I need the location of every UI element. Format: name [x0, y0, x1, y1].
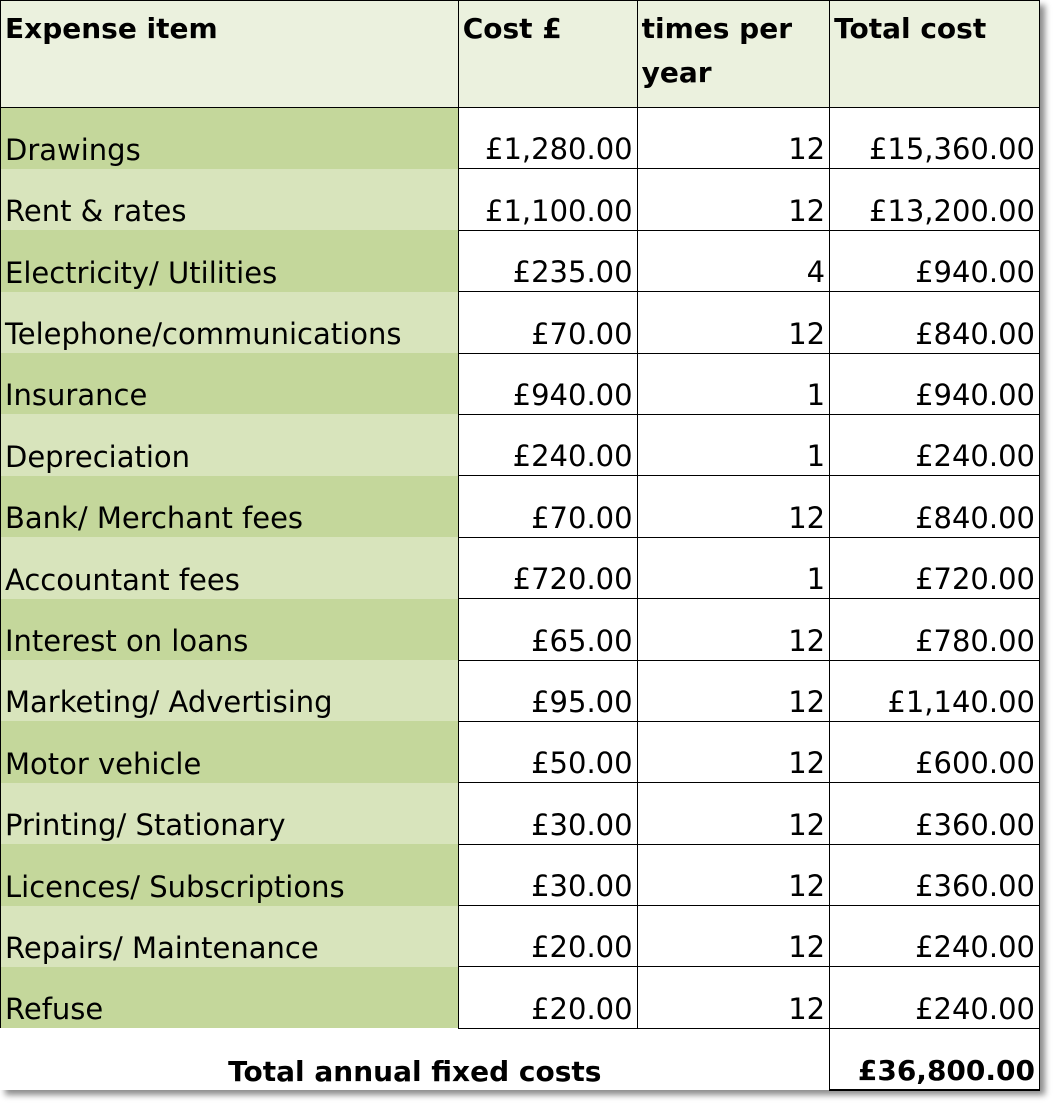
header-row: [1, 1, 1040, 108]
expense-item-cell: Accountant fees: [1, 537, 459, 598]
total-cost-cell: £1,140.00: [830, 660, 1040, 721]
total-cost-cell: £720.00: [830, 537, 1040, 598]
table-row: [1, 169, 1040, 230]
cost-cell: £235.00: [458, 230, 637, 291]
times-per-year-cell: 12: [637, 844, 830, 905]
total-cost-cell: £13,200.00: [830, 169, 1040, 230]
total-cost-cell: £240.00: [830, 967, 1040, 1028]
times-per-year-cell: 1: [637, 414, 830, 475]
cost-cell: £940.00: [458, 353, 637, 414]
times-per-year-cell: 1: [637, 537, 830, 598]
times-per-year-cell: 4: [637, 230, 830, 291]
times-per-year-cell: 12: [637, 292, 830, 353]
expense-item-cell: Printing/ Stationary: [1, 783, 459, 844]
table-row: [1, 537, 1040, 598]
cost-cell: £20.00: [458, 967, 637, 1028]
expense-rows: [1, 108, 1040, 1029]
table-row: [1, 414, 1040, 475]
total-value: £36,800.00: [830, 1028, 1040, 1090]
table-row: [1, 783, 1040, 844]
cost-cell: £720.00: [458, 537, 637, 598]
expense-item-cell: Telephone/communications: [1, 292, 459, 353]
times-per-year-cell: 12: [637, 599, 830, 660]
times-per-year-cell: 12: [637, 108, 830, 169]
table-row: [1, 230, 1040, 291]
header-times-per-year: times per year: [637, 1, 830, 108]
expense-item-cell: Bank/ Merchant fees: [1, 476, 459, 537]
table-row: [1, 599, 1040, 660]
header-expense-item: Expense item: [1, 1, 459, 108]
header-total-cost: Total cost: [830, 1, 1040, 108]
cost-cell: £1,100.00: [458, 169, 637, 230]
expense-item-cell: Insurance: [1, 353, 459, 414]
cost-cell: £50.00: [458, 721, 637, 782]
table-row: [1, 967, 1040, 1028]
cost-cell: £1,280.00: [458, 108, 637, 169]
table-row: [1, 108, 1040, 169]
total-cost-cell: £940.00: [830, 353, 1040, 414]
total-label: Total annual fixed costs: [1, 1028, 830, 1090]
cost-cell: £30.00: [458, 783, 637, 844]
cost-cell: £20.00: [458, 906, 637, 967]
total-cost-cell: £940.00: [830, 230, 1040, 291]
cost-cell: £70.00: [458, 292, 637, 353]
total-cost-cell: £360.00: [830, 844, 1040, 905]
table-row: [1, 844, 1040, 905]
expense-item-cell: Depreciation: [1, 414, 459, 475]
total-cost-cell: £240.00: [830, 906, 1040, 967]
total-cost-cell: £600.00: [830, 721, 1040, 782]
table-row: [1, 660, 1040, 721]
total-cost-cell: £240.00: [830, 414, 1040, 475]
header-cost: Cost £: [458, 1, 637, 108]
times-per-year-cell: 12: [637, 783, 830, 844]
cost-cell: £240.00: [458, 414, 637, 475]
times-per-year-cell: 12: [637, 476, 830, 537]
times-per-year-cell: 1: [637, 353, 830, 414]
times-per-year-cell: 12: [637, 967, 830, 1028]
total-cost-cell: £360.00: [830, 783, 1040, 844]
total-cost-cell: £15,360.00: [830, 108, 1040, 169]
times-per-year-cell: 12: [637, 169, 830, 230]
cost-cell: £70.00: [458, 476, 637, 537]
expense-item-cell: Electricity/ Utilities: [1, 230, 459, 291]
table-row: [1, 476, 1040, 537]
total-cost-cell: £780.00: [830, 599, 1040, 660]
table-row: [1, 906, 1040, 967]
times-per-year-cell: 12: [637, 906, 830, 967]
expense-item-cell: Repairs/ Maintenance: [1, 906, 459, 967]
total-cost-cell: £840.00: [830, 292, 1040, 353]
expense-item-cell: Licences/ Subscriptions: [1, 844, 459, 905]
table-row: [1, 292, 1040, 353]
cost-cell: £65.00: [458, 599, 637, 660]
expense-item-cell: Rent & rates: [1, 169, 459, 230]
table-row: [1, 353, 1040, 414]
expense-item-cell: Drawings: [1, 108, 459, 169]
cost-cell: £95.00: [458, 660, 637, 721]
expense-item-cell: Interest on loans: [1, 599, 459, 660]
table-row: [1, 721, 1040, 782]
times-per-year-cell: 12: [637, 721, 830, 782]
expense-item-cell: Marketing/ Advertising: [1, 660, 459, 721]
total-cost-cell: £840.00: [830, 476, 1040, 537]
total-row: [1, 1028, 1040, 1090]
times-per-year-cell: 12: [637, 660, 830, 721]
expense-item-cell: Refuse: [1, 967, 459, 1028]
cost-cell: £30.00: [458, 844, 637, 905]
expense-item-cell: Motor vehicle: [1, 721, 459, 782]
